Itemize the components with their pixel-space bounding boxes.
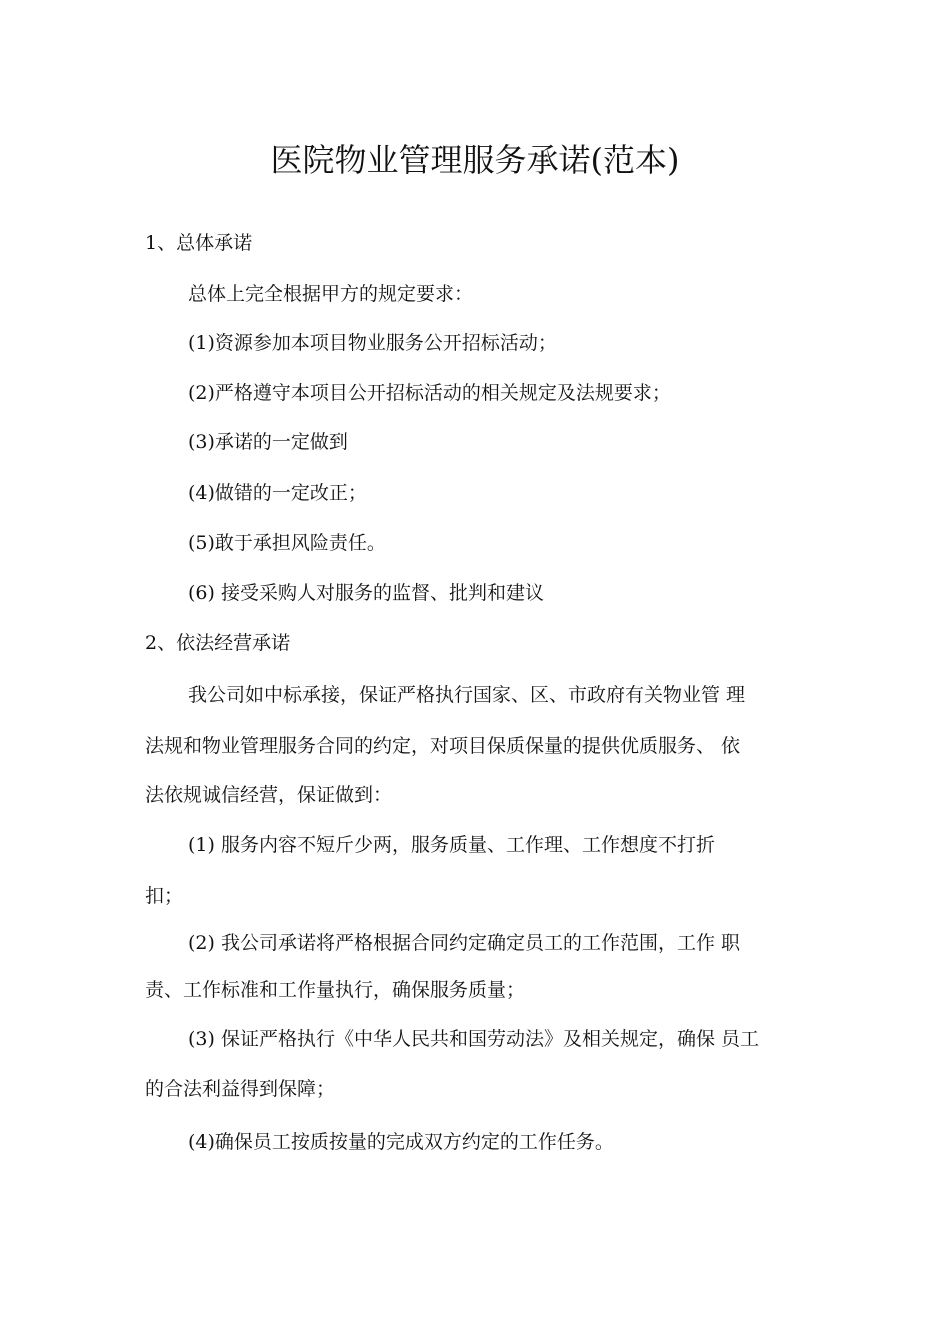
list-item-continuation: 扣； — [145, 885, 184, 907]
list-item: (1) 服务内容不短斤少两，服务质量、工作理、工作想度不打折 — [188, 834, 715, 856]
list-item: (3)承诺的一定做到 — [188, 431, 348, 453]
paragraph-line: 法依规诚信经营，保证做到： — [145, 784, 393, 806]
list-item: (2) 我公司承诺将严格根据合同约定确定员工的工作范围，工作 职 — [188, 932, 740, 954]
document-title: 医院物业管理服务承诺(范本) — [270, 141, 680, 179]
list-item: (5)敢于承担风险责任。 — [188, 532, 386, 554]
list-item: (4)确保员工按质按量的完成双方约定的工作任务。 — [188, 1131, 614, 1153]
list-item: (1)资源参加本项目物业服务公开招标活动； — [188, 332, 557, 354]
paragraph-line: 总体上完全根据甲方的规定要求： — [188, 283, 474, 305]
list-item: (6) 接受采购人对服务的监督、批判和建议 — [188, 582, 544, 604]
list-item-continuation: 责、工作标准和工作量执行，确保服务质量； — [145, 979, 526, 1001]
list-item: (3) 保证严格执行《中华人民共和国劳动法》及相关规定，确保 员工 — [188, 1028, 759, 1050]
section-heading-1: 1、总体承诺 — [145, 232, 253, 254]
paragraph-line: 法规和物业管理服务合同的约定，对项目保质保量的提供优质服务、 依 — [145, 735, 741, 757]
section-heading-2: 2、依法经营承诺 — [145, 632, 291, 654]
list-item: (4)做错的一定改正； — [188, 482, 367, 504]
list-item: (2)严格遵守本项目公开招标活动的相关规定及法规要求； — [188, 382, 671, 404]
paragraph-line: 我公司如中标承接，保证严格执行国家、区、市政府有关物业管 理 — [188, 684, 746, 706]
list-item-continuation: 的合法利益得到保障； — [145, 1078, 336, 1100]
